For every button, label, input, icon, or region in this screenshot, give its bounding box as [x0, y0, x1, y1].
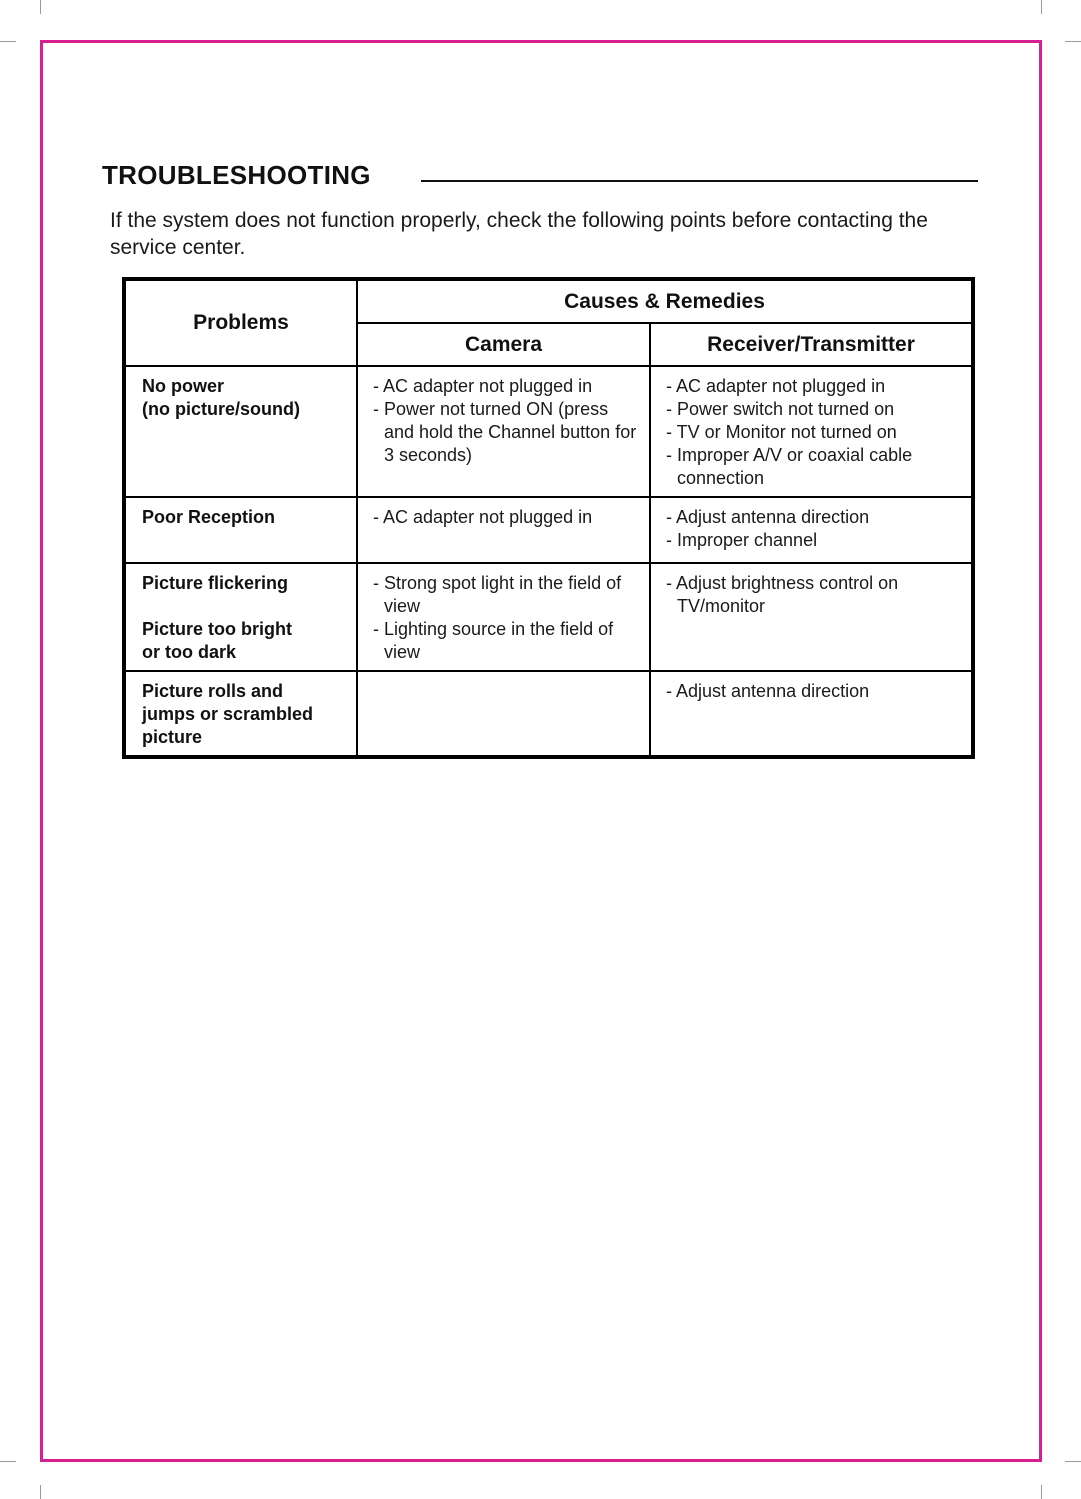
crop-mark-bottom-right — [1041, 1485, 1042, 1499]
receiver-cause-cell — [650, 497, 973, 563]
problem-spacer — [142, 595, 346, 618]
cause-item: - TV or Monitor not turned on — [666, 422, 897, 442]
problem-text: No power — [142, 376, 225, 396]
crop-mark-left-top — [0, 41, 16, 42]
cause-item: - Power not turned ON (press and hold the Channel button for 3 seconds) — [373, 399, 637, 465]
cause-item: - AC adapter not plugged in — [373, 376, 593, 396]
section-title: TROUBLESHOOTING — [102, 160, 371, 190]
problem-cell — [124, 563, 357, 671]
receiver-cause-cell — [650, 671, 973, 757]
title-rule — [421, 180, 978, 182]
problem-text: Poor Reception — [142, 507, 276, 527]
header-receiver-transmitter: Receiver/Transmitter — [650, 323, 973, 366]
table-row — [124, 497, 973, 563]
camera-cause-cell — [357, 671, 650, 757]
header-problems: Problems — [124, 279, 357, 366]
crop-mark-left-bottom — [0, 1461, 16, 1462]
problem-cell — [124, 497, 357, 563]
problem-cell — [124, 671, 357, 757]
intro-paragraph: If the system does not function properly, check the following points before contacting the service center. — [110, 209, 928, 259]
cause-item: - Adjust brightness control on TV/monitor — [666, 573, 899, 616]
cause-item: - Power switch not turned on — [666, 399, 895, 419]
cause-item: - AC adapter not plugged in — [373, 507, 593, 527]
header-causes-remedies: Causes & Remedies — [357, 279, 973, 323]
camera-cause-cell — [357, 497, 650, 563]
table-row — [124, 671, 973, 757]
problem-text: Picture flickering — [142, 573, 289, 593]
cause-item: - Adjust antenna direction — [666, 681, 870, 701]
crop-mark-right-bottom — [1065, 1461, 1081, 1462]
cause-item: - Lighting source in the field of view — [373, 619, 614, 662]
camera-cause-cell — [357, 366, 650, 497]
table-row — [124, 563, 973, 671]
troubleshooting-table — [122, 277, 975, 759]
problem-cell — [124, 366, 357, 497]
crop-mark-top-right — [1041, 0, 1042, 14]
table-row — [124, 366, 973, 497]
problem-text: Picture too bright — [142, 619, 292, 639]
header-camera: Camera — [357, 323, 650, 366]
cause-item: - Adjust antenna direction — [666, 507, 870, 527]
problem-text: Picture rolls and — [142, 681, 284, 701]
cause-item: - Strong spot light in the field of view — [373, 573, 622, 616]
crop-mark-bottom-left — [40, 1485, 41, 1499]
problem-text: picture — [142, 727, 203, 747]
problem-text: or too dark — [142, 642, 237, 662]
cause-item: - AC adapter not plugged in — [666, 376, 886, 396]
problem-text: (no picture/sound) — [142, 399, 300, 419]
receiver-cause-cell — [650, 366, 973, 497]
cause-item: - Improper A/V or coaxial cable connection — [666, 445, 913, 488]
crop-mark-right-top — [1065, 41, 1081, 42]
problem-text: jumps or scrambled — [142, 704, 314, 724]
crop-mark-top-left — [40, 0, 41, 14]
camera-cause-cell — [357, 563, 650, 671]
receiver-cause-cell — [650, 563, 973, 671]
cause-item: - Improper channel — [666, 530, 818, 550]
